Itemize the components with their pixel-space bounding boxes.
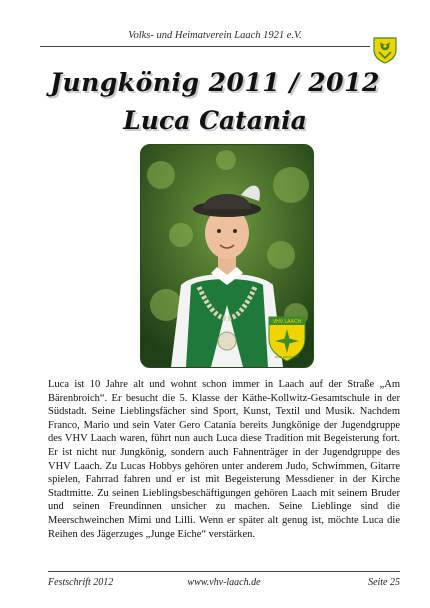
article-body: Luca ist 10 Jahre alt und wohnt schon immer in Laach auf der Straße „Am Bärenbroich“. Er besucht die 5. Klasse der Käthe-Kollwitz-Gesamtschule in der Südstadt. Seine Lieblingsfächer sind Sport, Kunst, Textil und Musik. Nachdem Franco, Mario und sein Vater Gero Catania bereits Jungkönige der Jugendgruppe des VHV Laach waren, führt nun auch Luca diese Tradition mit Begeisterung fort. Er ist nicht nur Jungkönig, sondern auch Fahnenträger in der Jugendgruppe des VHV Laach. Zu Lucas Hobbys gehören unter anderem Judo, Schwimmen, Gitarre spielen, Fahrrad fahren und er ist mit Begeisterung Messdiener in der Kirche Stadtmitte. Zu seinen Lieblingsbeschäftigungen gehören Laach mit seinem Bruder und seinen Freundinnen unsicher zu machen. Seine Lieblinge sind die Meerschweinchen Mimi und Lilli. Wenn er später alt genug ist, möchte Luca die Reihen des Jägerzuges „Junge Eiche“ verstärken. xyxy=(48,379,400,540)
footer-website-link[interactable]: www.vhv-laach.de xyxy=(187,577,261,588)
badge-label-top: VHV LAACH xyxy=(272,319,302,325)
footer-publication: Festschrift 2012 xyxy=(48,577,114,588)
portrait-photo xyxy=(140,144,314,368)
running-header: Volks- und Heimatverein Laach 1921 e.V. xyxy=(128,30,302,41)
person-name: Luca Catania xyxy=(123,106,307,135)
club-crest-icon xyxy=(372,36,398,64)
footer-divider xyxy=(48,571,400,572)
header-divider xyxy=(40,46,370,47)
badge-label-bottom: MITGLIEDSSCHAFT xyxy=(274,356,300,359)
page-title: Jungkönig 2011 / 2012 xyxy=(50,68,380,97)
footer-page-number: Seite 25 xyxy=(368,577,400,588)
